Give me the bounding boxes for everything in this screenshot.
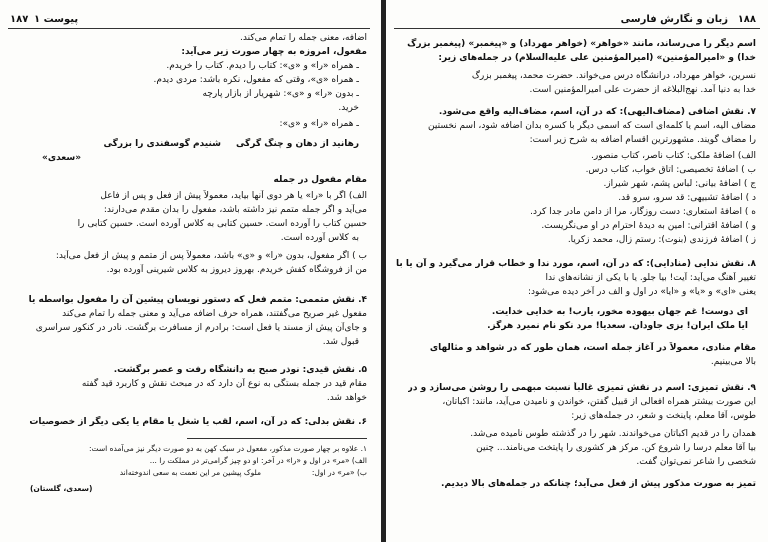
text-line: خدا به دنیا آمد. نهج‌البلاغه از حضرت علی امیرالمؤمنین است. <box>529 85 756 95</box>
header-rule <box>8 28 370 29</box>
text-line: تغییر آهنگ می‌آید: آیت! بیا جلو. یا با یکی از نشانه‌های ندا <box>545 273 756 283</box>
text-line: بیا آقا معلم درسا را شروع کن. مرکز هر کشوری را پایتخت می‌نامند... چنین <box>476 443 756 453</box>
footnote-rule <box>187 438 367 439</box>
header-rule <box>394 28 760 29</box>
text-line: مقام منادی، معمولاً در آغاز جمله است، همان طور که در شواهد و مثالهای <box>429 343 756 353</box>
text-line: ۵. نقش قیدی: نوذر صبح به دانشگاه رفت و عصر برگشت. <box>113 365 367 375</box>
text-line: قبول شد. <box>322 337 359 347</box>
section-heading: مقام مفعول در جمله <box>273 175 367 185</box>
text-line: من از فروشگاه کفش خریدم. بهروز دیروز به کلاس شیرینی آورده بود. <box>106 265 367 275</box>
text-line: این صورت بیشتر همراه افعالی از قبیل گفتن، خواندن و نامیدن می‌آید، مانند: اکباتان، <box>442 397 756 407</box>
text-line: ۸. نقش ندایی (منادایی): که در آن، اسم، مورد ندا و خطاب قرار می‌گیرد و آن یا با <box>395 259 756 269</box>
list-item: ز ) اضافهٔ فرزندی (بنوت): رستم زال، محمد زکریا. <box>567 235 756 245</box>
footnote-line: (سعدی، گلستان) <box>30 484 93 493</box>
text-line: ـ همراه «ی»، وقتی که مفعول، نکره باشد: مردی دیدم. <box>153 75 359 85</box>
verse-line: ایا ملک ایران! بزی جاودان. سعدیا! مرد نکو نام نمیرد هرگز. <box>487 321 748 331</box>
footnote-line: الف) «مر» در اول و «را» در آخر: او دو چیز گرامی‌تر در مملکت را ... <box>149 456 367 465</box>
text-line: الف) اگر با «را» یا هر دوی آنها بیاید، معمولاً پیش از فعل و پس از فاعل <box>100 191 367 201</box>
text-line: حسین کتاب را آورده است. حسین کتابی به کلاس آورده است. حسین کتابی را <box>77 219 367 229</box>
text-line: و جای‌آن پیش از مسند یا فعل است: برادرم از مسافرت برگشت. نادر در کنکور سراسری <box>35 323 367 333</box>
footnote-line: ۱. علاوه بر چهار صورت مذکور، مفعول در سبک کهن به دو صورت دیگر نیز می‌آمده است: <box>88 444 367 453</box>
text-line: خدا) و «امیرالمؤمنین» (امیرالمؤمنین علی علیه‌السلام) در جمله‌های زیر: <box>438 53 756 63</box>
text-line: یعنی «ای» و «یا» و «ایا» در اول و الف در آخر دیده می‌شود: <box>527 287 756 297</box>
text-line: ۴. نقش متممی: متمم فعل که دستور نویسان پیشین آن را مفعول بواسطه یا <box>28 295 367 305</box>
left-page <box>0 0 381 542</box>
page-number: ۱۸۷ <box>10 14 29 25</box>
list-item: ب ) اضافهٔ تخصیصی: اتاق خواب، کتاب درس. <box>585 165 756 175</box>
text-line: ـ بدون «را» و «ی»: شهریار از بازار پارچه <box>202 89 359 99</box>
text-line: می‌آید و اگر جمله متمم نیز داشته باشد، مفعول را بدان مقدم می‌دارند: <box>103 205 367 215</box>
footnote-line: ملوک پیشین مر این نعمت به سعی اندوخته‌اند <box>119 468 261 477</box>
text-line: تمیز به صورت مذکور پیش از فعل می‌آید؛ چنانکه در جمله‌های بالا دیدیم. <box>441 479 756 489</box>
text-line: طوس، آقا معلم، پاینخت و شعر، در جمله‌های زیر: <box>571 411 756 421</box>
text-line: به کلاس آورده است. <box>280 233 359 243</box>
text-line: خرید. <box>338 103 359 113</box>
text-line: ـ همراه «را» و «ی»: کتاب را دیدم. کتاب را خریدم. <box>166 61 359 71</box>
page-number: ۱۸۸ <box>737 14 756 25</box>
header-title: پیوست ۱ <box>34 14 79 25</box>
text-line: بالا می‌بینیم. <box>710 357 756 367</box>
verse-line: شنیدم گوسفندی را بزرگی <box>103 139 221 149</box>
text-line: را مضاف گویند. مشهورترین اقسام اضافه به شرح زیر است: <box>529 135 756 145</box>
text-line: مفعول، امروزه به چهار صورت زیر می‌آید: <box>181 47 367 57</box>
text-line: ب ) اگر مفعول، بدون «را» و «ی» باشد، معمولاً پس از متمم و پیش از فعل می‌آید: <box>55 251 367 261</box>
text-line: ۹. نقش تمیزی: اسم در نقش تمیزی غالباً نسبت مبهمی را روشن می‌سازد و در <box>407 383 756 393</box>
text-line: نسرین، خواهر مهرداد، درانشگاه درس می‌خواند. حضرت محمد، پیغمبر بزرگ <box>471 71 756 81</box>
text-line: مضاف الیه، اسم یا کلمه‌ای است که اسمی دیگر با کسره بدان اضافه شود، اسم نخستین <box>428 121 756 131</box>
text-line: مقام قید در جمله بستگی به نوع آن دارد که در مبحث نقش و کاربرد قید گفته <box>81 379 367 389</box>
list-item: و ) اضافهٔ اقترانی: امین به دیده‌ٔ احترام در او می‌نگریست. <box>541 221 756 231</box>
text-line: ۶. نقش بدلی: که در آن، اسم، لقب یا شغل یا مقام یا یکی دیگر از خصوصیات <box>29 417 367 427</box>
right-page <box>386 0 768 542</box>
verse-line: ای دوست! غم جهان بیهوده مخور، یارب! به خدایی خدایت. <box>491 307 748 317</box>
text-line: خواهد شد. <box>326 393 367 403</box>
list-item: ج ) اضافهٔ بیانی: لباس پشم، شهر شیراز. <box>603 179 756 189</box>
list-item: الف) اضافهٔ ملکی: کتاب ناصر، کتاب منصور. <box>591 151 756 161</box>
text-line: مفعول غیر صریح می‌گفتند، همراه حرف اضافه می‌آید و معنی جمله را تمام می‌کند <box>62 309 367 319</box>
verse-attribution: «سعدی» <box>42 153 82 163</box>
list-item: ه ) اضافهٔ استعاری: دست روزگار، مرا از دامن مادر جدا کرد. <box>530 207 756 217</box>
text-line: اسم دیگر را می‌رساند، مانند «خواهر» (خواهر مهرداد) و «پیغمبر» (پیغمبر بزرگ <box>407 39 756 49</box>
text-line: ۷. نقش اضافی (مضاف‌الیهی): که در آن، اسم، مضاف‌الیه واقع می‌شود. <box>438 107 756 117</box>
header-title: زبان و نگارش فارسی <box>620 14 728 25</box>
text-line: شخصی را شاعر نمی‌توان گفت. <box>636 457 756 467</box>
text-line: همدان را در قدیم اکباتان می‌خواندند. شهر را در گذشته طوس نامیده می‌شد. <box>470 429 756 439</box>
text-line: ـ همراه «را» و «ی»: <box>279 119 359 129</box>
list-item: د ) اضافهٔ تشبیهی: قد سرو، سرو قد. <box>618 193 756 203</box>
footnote-line: ب) «مر» در اول: <box>311 468 367 477</box>
verse-line: رهانید از دهان و چنگ گرگی <box>235 139 359 149</box>
text-line: اضافه، معنی جمله را تمام می‌کند. <box>240 33 367 43</box>
